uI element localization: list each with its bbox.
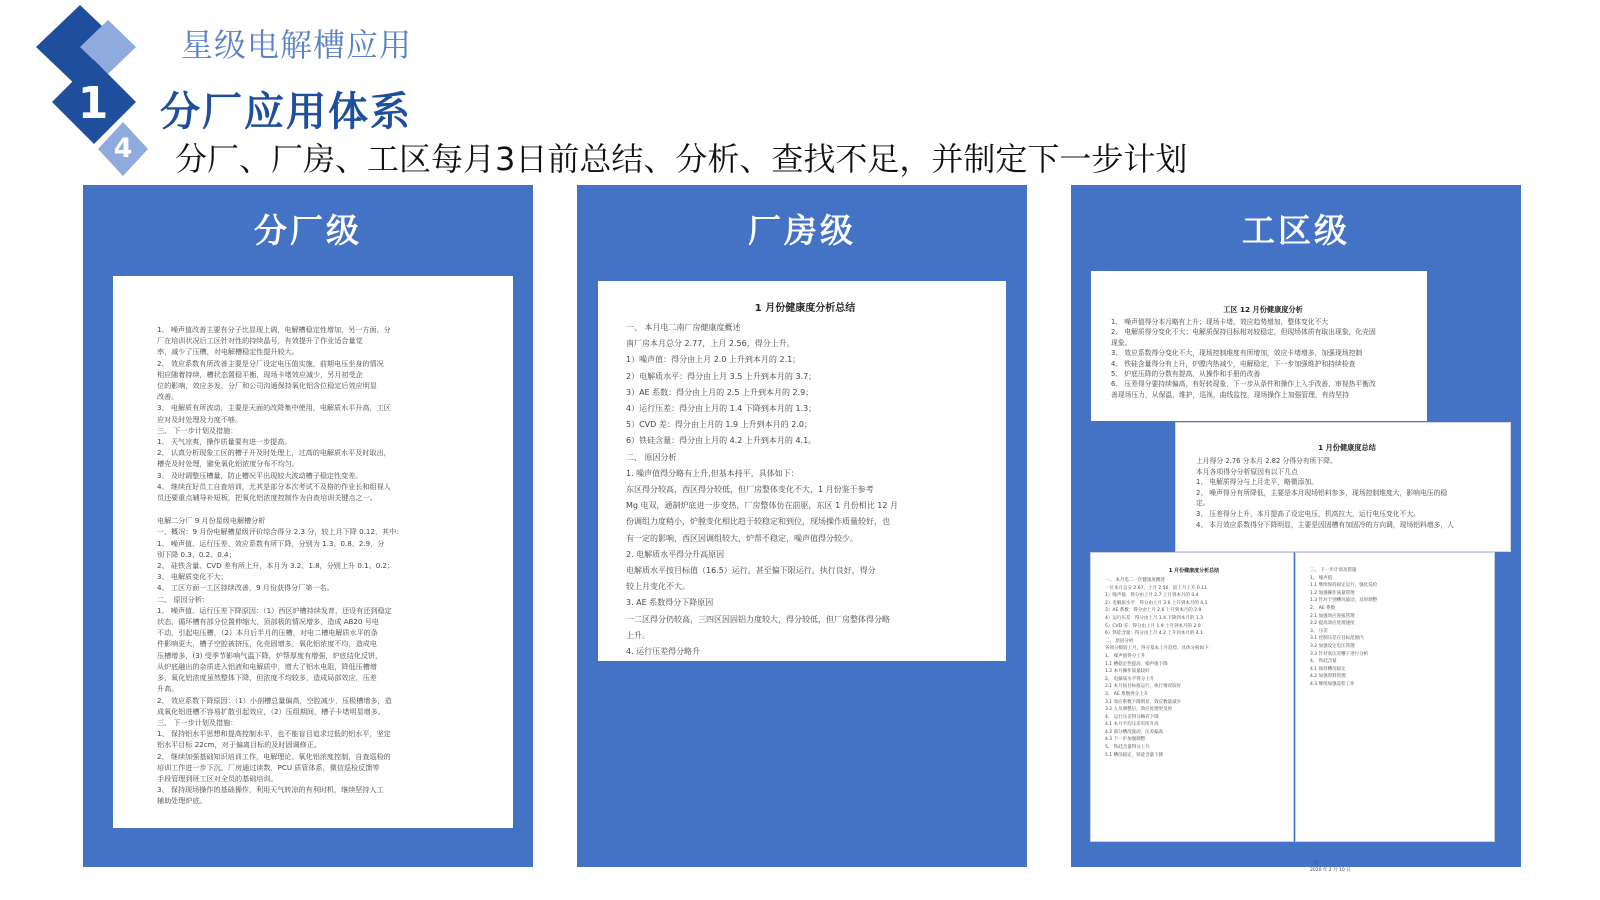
document-line: 4）运行压差：得分由上月的 1.4 下降到本月的 1.3； (626, 404, 817, 414)
document-page (113, 276, 513, 828)
document-title: 1 月份健康度分析总结 (754, 303, 856, 314)
document-line: 1、 噪声值改善主要有分子比显现上调，电解槽稳定性增加，另一方面，分 (157, 325, 391, 334)
document-line: 铝水平目标 22cm，对于偏离目标的及时固调修正。 (157, 740, 321, 750)
document-line: 相应随着持续，槽状态置稳平衡，现场卡堵效应减少，另月初受企 (157, 369, 363, 379)
document-line: 槽壳及时处理，避免氧化铝浓度分布不均匀。 (157, 459, 299, 469)
document-line: 3、 及时调整压槽量，防止槽况平出现较大波动槽子稳定性变差。 (157, 470, 363, 480)
document-title: 1 月份健康度总结 (1318, 443, 1376, 452)
document-line: 4.3 下一步加强调整 (1105, 737, 1146, 743)
document-line: 6）铁硅含量：得分由上月 4.2 上升到本月的 4.1 (1105, 631, 1203, 637)
document-page (1090, 552, 1294, 842)
document-line: 6）铁硅含量：得分由上月的 4.2 上升到本月的 4.1。 (626, 436, 817, 446)
document-line: 1、 噪声值、运行压差下降原因：（1）西区炉槽持续发育，还设有还到稳定 (157, 605, 392, 615)
document-line: 3、 压差 (1310, 628, 1328, 634)
document-line: 4.2 加强原料管理 (1310, 674, 1346, 680)
subtitle: 分厂、厂房、工区每月3日前总结、分析、查找不足，并制定下一步计划 (175, 140, 1188, 178)
document-line: 1、 天气凉爽，操作质量要有进一步提高。 (157, 437, 292, 447)
document-line: 3、 效应系数得分变化不大，现场控制堆度有所增加，效应卡堵增多，加强现场控制 (1111, 349, 1363, 358)
document-line: 上升。 (626, 630, 650, 640)
document-page (1091, 271, 1427, 421)
document-line: 4、 工区方面一工区持续改善，9 月份获得分厂第一名。 (157, 583, 334, 593)
document-line: 4、 铁硅含量 (1310, 659, 1337, 665)
document-line: 从炉底融出的杂质进入铝液和电解质中，增大了铝水电阻，降低压槽增 (157, 661, 377, 671)
document-line: 3、 保持现场操作的基础操作，利用天气转凉的有利时机，继续坚持人工 (157, 785, 384, 795)
document-line: 1、 噪声值得分上升 (1105, 653, 1146, 659)
panel-branch-factory (83, 185, 533, 867)
document-line: 4.1 保持槽况稳定 (1310, 666, 1346, 672)
panel-title: 厂房级 (748, 211, 856, 250)
panel-title: 分厂级 (254, 211, 362, 250)
document-line: 3.1 控制压差在目标范围内 (1310, 636, 1364, 642)
document-title: 工区 12 月份健康度分析 (1223, 305, 1303, 314)
document-line: 1）噪声值：得分由上月 2.0 上升到本月的 2.1； (626, 355, 801, 365)
document-line: 4、 继续在好员工自查培训，尤其是部分本次考试不及格的作业长和组视人 (157, 481, 391, 491)
document-line: 2. 电解质水平得分升高原因 (626, 549, 725, 559)
document-line: 上月得分 2.76 分本月 2.82 分得分有所下降。 (1196, 457, 1337, 465)
document-line: 辅助处理炉底。 (157, 796, 207, 806)
section-title: 分厂应用体系 (160, 89, 412, 135)
document-line: 1.2 加强操作质量管理 (1310, 590, 1355, 596)
document-line: 4.3 继续加强巡检工作 (1310, 681, 1355, 687)
topic-title: 星级电解槽应用 (181, 26, 413, 64)
document-line: 3、 压差得分上升，本月提高了设定电压，机高拉大，运行电压变化不大。 (1196, 509, 1420, 518)
document-line: 应对及时处理及力度不够。 (157, 414, 243, 424)
document-line: 二、 原因分析： (157, 594, 209, 604)
sub-number: 4 (113, 133, 133, 164)
document-line: 状态，循环槽有部分位置伸缩大，顶部极的情况增多，造成 AB20 号电 (157, 617, 379, 627)
document-line (1310, 765, 1484, 784)
document-line: 3、 电解质有所波动，主要是天面的改降集中使用，电解质水平升高，工区 (157, 403, 391, 413)
document-title: 1 月份健康度分析总结 (1168, 568, 1220, 574)
document-line: 一二区得分仍较高，三四区因固铝力度较大，得分较低，但厂房整体得分略 (626, 614, 890, 624)
document-line: 5、 炉底压降的分数有提高，从操作和手册的改善 (1111, 370, 1261, 379)
document-line (1310, 689, 1484, 708)
document-line: 3、 电解质变化不大； (157, 572, 228, 582)
document-line: 4.2 部分槽况波动，压差偏高 (1105, 729, 1164, 735)
document-line: 3.1 效应系数下降明显，效应数量减少 (1105, 699, 1182, 705)
document-line: 员还要重点辅导补短板，把氧化铝浓度控制作为自查培训关键点之一。 (157, 493, 377, 503)
document-line: 1.1 槽稳定性提高，噪声值下降 (1105, 661, 1168, 667)
document-line: 2.1 本月按目标值运行，执行情况较好 (1105, 684, 1182, 690)
document-line: 一区 (1310, 860, 1319, 866)
document-line: 4. 运行压差得分略升 (626, 647, 701, 657)
document-line: 二、 原因分析 (626, 452, 677, 462)
document-line: 各项分数较上月，得分基本上升趋势，具体分析如下： (1105, 646, 1213, 652)
document-line: Mg 电双，通制炉底进一步变热，厂房整体仿在前驱，东区 1 月份相比 12 月 (626, 501, 898, 511)
document-line: 成氧化铝进槽不容易扩散引起效应，（2）压组期间，槽子卡堵明显增多。 (157, 706, 385, 716)
panel-work-area (1071, 185, 1521, 874)
document-line: 手段管理到班工区对全员的基础培训。 (157, 773, 278, 783)
document-line: 多，氧化铝浓度虽然整体下降，但浓度不均较多，造成局部效应，压差 (157, 673, 377, 683)
document-line: 3）AE 系数：得分由上月 2.6 上升到本月的 2.9 (1105, 608, 1202, 614)
document-line: 现象。 (1111, 338, 1132, 347)
document-line: 份调组力度稍小，炉膛变化相比趋于较稳定和到位，现场操作质量较好，也 (626, 517, 890, 527)
document-line: 1.3 针对个别槽况波动，及时调整 (1310, 598, 1378, 604)
document-line: 2.2 提高效应处理速度 (1310, 621, 1355, 627)
document-line: 1、 电解质得分与上月走平，略微添加。 (1196, 478, 1319, 487)
document-line: 1）噪声值：得分由上月 2.7 上升到本月的 3.4 (1105, 593, 1199, 599)
document-line: 2.1 加强效应预报管理 (1310, 613, 1355, 619)
document-line: 不动，引起电压槽，（2）本月后半月的压槽，对电二槽电解质水平的条 (157, 628, 378, 638)
document-line: 电解二分厂 9 月份星级电解槽分析 (157, 516, 266, 526)
document-line: 1、 噪声值得分本月略有上升；现场卡堵，效应趋势增加，整体变化不大 (1111, 318, 1329, 326)
document-line: 件影响更大，槽子空腔被挤压，化壳固增多，氧化铝浓度不均，造成电 (157, 639, 377, 649)
document-line (1310, 708, 1484, 727)
document-line: 3）AE 系数：得分由上月的 2.5 上升到本月的 2.9； (626, 387, 814, 397)
document-line: 3、 AE 系数得分上升 (1105, 691, 1149, 697)
document-line: 培训工作进一步下沉，厂房通过读数，PCU 质管体系，微信巡检反馈等 (157, 762, 380, 772)
document-line: 2、 噪声得分有所降低，主要是本月现场铝料参多，现场控制堆度大，影响电压的稳 (1196, 488, 1448, 497)
document-line: 1.1 继续保持稳定运行，强化巡检 (1310, 583, 1378, 589)
document-line: 1. 噪声值得分略有上升,但基本持平，具体如下： (626, 468, 799, 478)
document-line: 2、 效应系数有所改善主要是分厂设定电压值实施，前期电压坐身的情况 (157, 358, 384, 368)
document-line: 5.1 槽况稳定，铁硅含量下降 (1105, 752, 1164, 758)
document-line: 三、 下一步计划及措施： (157, 425, 238, 435)
document-page (1295, 552, 1495, 874)
document-line: 率，减少了压槽，对电解槽稳定性提升较大。 (157, 347, 299, 357)
document-line: 4）运行压差：得分由上月 1.4 下降到本月的 1.3 (1105, 615, 1203, 621)
panel-workshop (577, 185, 1027, 867)
document-line (1310, 822, 1484, 841)
document-line: 2、 AE 系数 (1310, 605, 1336, 611)
document-line: 3.3 针对高压差槽子进行分析 (1310, 651, 1369, 657)
document-line (1310, 727, 1484, 746)
document-line: 3.2 加强设定电压管理 (1310, 643, 1355, 649)
document-line: 4、 运行压差得分略有下降 (1105, 714, 1159, 720)
document-line: 善现场压力，从保温，维护，巡视，曲线监控，现场操作上加强管理，有待坚持 (1111, 390, 1349, 399)
document-line: 压槽增多，(3) 受季节影响气温下降，炉帮厚度有增强，炉底结化反饼， (157, 650, 383, 660)
document-line: 2）电解质水平：得分由上月 3.5 上升到本月的 3.7； (626, 371, 817, 381)
document-line (1310, 784, 1484, 803)
document-page (598, 281, 1006, 661)
document-line: 1、 噪声值 (1310, 575, 1333, 581)
document-line: 改善。 (157, 392, 179, 402)
document-line: 较上月变化不大。 (626, 582, 690, 592)
document-page (1175, 422, 1511, 552)
document-line: 一、 本月电二一区健康度概述 (1105, 578, 1165, 583)
document-line: 5、 铁硅含量得分上升 (1105, 745, 1150, 751)
document-line: 别下降 0.3、0.2、0.4； (157, 549, 236, 559)
document-line: 4、 铁硅含量得分有上升，炉膛内热减少，电解稳定，下一步加强维护和持续检查 (1111, 359, 1356, 368)
document-line: 位的影响，效应多发，分厂和公司沟通保持氧化铝含位稳定后效应明显 (157, 381, 377, 391)
document-line: 5）CVD 差：得分由上月 1.9 上升到本月的 2.0 (1105, 623, 1201, 629)
document-line: 2、 电解质水平得分上升 (1105, 676, 1155, 682)
document-line: 2020 年 2 月 10 日 (1310, 868, 1351, 874)
document-line: 6、 压差得分要持续偏高，有好转现象，下一步从条件和操作上入手改善，审视热平衡改 (1111, 380, 1376, 389)
document-line: 1、 噪声值、运行压差、效应系数有所下降，分别为 1.3、0.8、2.9，分 (157, 538, 385, 548)
document-line: 定。 (1196, 499, 1210, 508)
document-line: 1.2 本月操作质量较好 (1105, 669, 1150, 675)
document-line: 2）电解质水平：得分由上月 3.6 上升到本月的 4.1 (1105, 600, 1208, 606)
document-line: 2、 硅铁含量、CVD 差有所上升，本月为 3.2、1.8，分别上升 0.1、0.2； (157, 561, 395, 571)
document-line: 电解质水平按目标值（16.5）运行，甚至偏下限运行，执行良好，得分 (626, 566, 876, 576)
document-line: 南厂房本月总分 2.77，上月 2.56，得分上升。 (626, 339, 795, 349)
document-line: 2、 效应系数下降原因：（1）小剖槽总量偏高，空腔减少，压极槽增多，造 (157, 695, 392, 705)
document-line: 一、概况：9 月份电解槽星级评价综合得分 2.3 分，较上月下降 0.12，其中： (157, 527, 404, 537)
document-line (1310, 841, 1484, 860)
document-line (1310, 746, 1484, 765)
document-line: 一区本月总分 2.67，上月 2.56，较上月上升 0.11 (1105, 585, 1207, 591)
document-line: 3.2 人员调整后，效应处理更及时 (1105, 707, 1173, 713)
document-line: 2、 继续加强基础知识培训工作，电解理论、氧化铝浓度控制，自查巡检的 (157, 751, 391, 761)
document-line: 厂在培训状况后工区针对性的持续晶号，有效提升了作业适合量觉 (157, 336, 363, 346)
document-line: 本月各项得分分析原因有以下几点 (1196, 467, 1298, 476)
document-line: 4、 本月效应系数得分下降明显，主要是因固槽有加固冷的方向调，现场铝料增多，人 (1196, 520, 1454, 529)
document-line: 1、 保持铝水平思想和提高控制水平，也不能盲目追求过低的铝水平，坚定 (157, 729, 391, 739)
document-line (157, 503, 483, 515)
document-line: 4.1 本月平均压差有所升高 (1105, 722, 1159, 728)
document-line: 三、 下一步计划及措施： (157, 717, 238, 727)
section-logo (0, 0, 170, 190)
document-line: 2、 电解质得分变化不大；电解质保持目标相对较稳定，但现场体质有取出现象，化壳固 (1111, 328, 1376, 337)
panel-title: 工区级 (1242, 211, 1350, 250)
section-number: 1 (77, 78, 109, 129)
document-line: 有一定的影响，西区因调组较大，炉帮不稳定，噪声值得分较少。 (626, 533, 858, 543)
document-line: 2、 认真分析现象工区的槽子开及时处理上，过高的电解质水平及时取出， (157, 448, 391, 458)
document-line: 5）CVD 差：得分由上月的 1.9 上升到本月的 2.0； (626, 420, 812, 430)
document-line: 东区得分较高，西区得分较低，但厂房整体变化不大，1 月份鉴于参考 (626, 485, 874, 495)
document-line: 3. AE 系数得分下降原因 (626, 598, 714, 608)
document-line (1310, 803, 1484, 822)
document-line: 二、 原因分析 (1105, 638, 1134, 644)
document-line: 升高。 (157, 684, 179, 694)
document-line: 一、 本月电二南厂房健康度概述 (626, 323, 741, 332)
document-line: 三、 下一步计划及措施 (1310, 568, 1357, 573)
